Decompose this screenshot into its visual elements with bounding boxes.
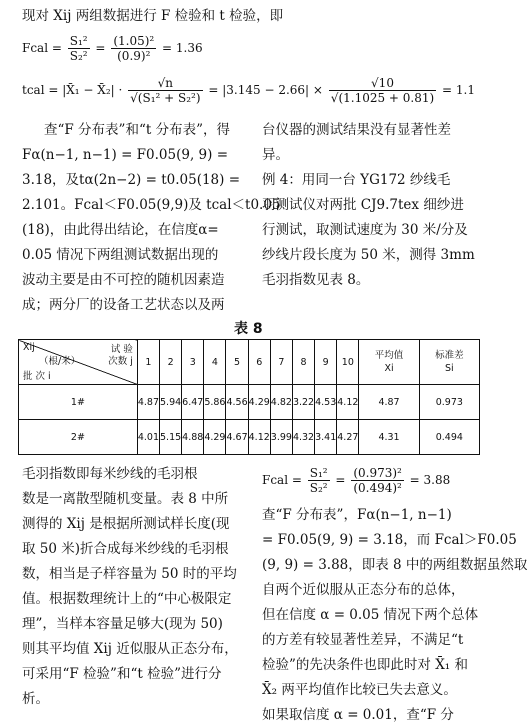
fcal2-fraction-s: $\frac{\text{S₁²}}{\text{S₂²}}$ bbox=[309, 466, 328, 495]
bottom-left-line-6: 理”，当样本容量足够大(现为 50) bbox=[22, 616, 223, 632]
table-cell: 3.41 bbox=[315, 420, 337, 455]
left-line-0: 查“F 分布表”和“t 分布表”，得 bbox=[44, 122, 230, 138]
bottom-left-line-8: 可采用“F 检验”和“t 检验”进行分 bbox=[22, 666, 222, 682]
fcal-formula-1: Fcal = $\frac{\text{S₁²}}{\text{S₂²}}$ = $\frac{\text{(1.05)²}}{\text{(0.9)²}}$ = 1.36 bbox=[22, 34, 203, 63]
col-header: 2 bbox=[160, 340, 182, 385]
data-table-8 bbox=[18, 339, 480, 455]
left-line-5: 0.05 情况下两组测试数据出现的 bbox=[22, 247, 219, 263]
col-header: 9 bbox=[315, 340, 337, 385]
bottom-left-line-1: 数是一离散型随机变量。表 8 中所 bbox=[22, 491, 229, 507]
table-cell: 5.86 bbox=[204, 385, 226, 420]
tcal-label: tcal = |X̄₁ − X̄₂| · bbox=[22, 83, 123, 97]
table-cell: 6.47 bbox=[182, 385, 204, 420]
tcal-mid: = |3.145 − 2.66| × bbox=[208, 83, 323, 97]
bottom-right-line-4: 但在信度 α = 0.05 情况下两个总体 bbox=[262, 607, 479, 623]
left-line-4: (18)，由此得出结论，在信度α= bbox=[22, 222, 219, 238]
table-cell: 4.67 bbox=[226, 420, 248, 455]
col-header: 8 bbox=[292, 340, 314, 385]
left-line-6: 波动主要是由不可控的随机因素造 bbox=[22, 272, 225, 288]
std-cell: 0.494 bbox=[419, 420, 479, 455]
fcal-formula-2: Fcal = $\frac{\text{S₁²}}{\text{S₂²}}$ = $\frac{\text{(0.973)²}}{\text{(0.494)²}}$ = 3.88 bbox=[262, 466, 451, 495]
right-line-6: 毛羽指数见表 8。 bbox=[262, 272, 370, 288]
bottom-left-line-3: 取 50 米)折合成每米纱线的毛羽根 bbox=[22, 541, 229, 557]
right-line-5: 纱线片段长度为 50 米，测得 3mm bbox=[262, 247, 475, 263]
fcal2-result: = 3.88 bbox=[409, 473, 451, 487]
col-header: 5 bbox=[226, 340, 248, 385]
bottom-right-line-5: 的方差有较显著性差异，不满足“t bbox=[262, 632, 464, 648]
right-line-3: 羽测试仪对两批 CJ9.7tex 细纱进 bbox=[262, 197, 464, 213]
table-cell: 4.01 bbox=[137, 420, 159, 455]
table-cell: 4.56 bbox=[226, 385, 248, 420]
bottom-left-line-5: 值。根据数理统计上的“中心极限定 bbox=[22, 591, 232, 607]
fcal2-label: Fcal = bbox=[262, 473, 302, 487]
col-header: 1 bbox=[137, 340, 159, 385]
col-header: 6 bbox=[248, 340, 270, 385]
bottom-right-line-8: 如果取信度 α = 0.01，查“F 分 bbox=[262, 707, 454, 723]
intro-line: 现对 Xij 两组数据进行 F 检验和 t 检验，即 bbox=[22, 8, 284, 24]
fcal-fraction-s: $\frac{\text{S₁²}}{\text{S₂²}}$ bbox=[69, 34, 88, 63]
table-cell: 3.22 bbox=[292, 385, 314, 420]
right-line-1: 异。 bbox=[262, 147, 289, 163]
fcal-result: = 1.36 bbox=[162, 41, 203, 55]
table-cell: 5.94 bbox=[160, 385, 182, 420]
fcal-fraction-values: $\frac{\text{(1.05)²}}{\text{(0.9)²}}$ bbox=[113, 34, 155, 63]
right-line-4: 行测试，取测试速度为 30 米/分及 bbox=[262, 222, 468, 238]
bottom-left-line-4: 数，相当是子样容量为 50 时的平均 bbox=[22, 566, 237, 582]
right-line-0: 台仪器的测试结果没有显著性差 bbox=[262, 122, 451, 138]
bottom-right-line-6: 检验”的先决条件也即此时对 X̄₁ 和 bbox=[262, 657, 469, 673]
bottom-right-line-1: = F0.05(9, 9) = 3.18，而 Fcal＞F0.05 bbox=[262, 532, 517, 548]
std-cell: 0.973 bbox=[419, 385, 479, 420]
table-cell: 3.99 bbox=[270, 420, 292, 455]
table-cell: 4.27 bbox=[337, 420, 359, 455]
table-row bbox=[19, 420, 480, 455]
bottom-left-line-2: 测得的 Xij 是根据所测试样长度(现 bbox=[22, 516, 230, 532]
batch-label: 1# bbox=[19, 385, 138, 420]
tcal-fraction-values: $\frac{√10}{√(1.1025 + 0.81)}$ bbox=[330, 76, 435, 105]
bottom-right-line-3: 自两个近似服从正态分布的总体， bbox=[262, 582, 465, 598]
table-cell: 4.12 bbox=[337, 385, 359, 420]
bottom-left-line-7: 则其平均值 Xij 近似服从正态分布， bbox=[22, 641, 238, 657]
table-cell: 4.88 bbox=[182, 420, 204, 455]
col-header: 4 bbox=[204, 340, 226, 385]
left-line-3: 2.101。Fcal＜F0.05(9,9)及 tcal＜t0.05 bbox=[22, 197, 281, 213]
bottom-left-line-9: 析。 bbox=[22, 691, 49, 707]
std-header: 标准差 Si bbox=[419, 340, 479, 385]
col-header: 3 bbox=[182, 340, 204, 385]
fcal-label: Fcal = bbox=[22, 41, 62, 55]
bottom-right-line-2: (9, 9) = 3.88，即表 8 中的两组数据虽然取 bbox=[262, 557, 527, 573]
col-header: 7 bbox=[270, 340, 292, 385]
table-cell: 4.29 bbox=[248, 385, 270, 420]
table-cell: 5.15 bbox=[160, 420, 182, 455]
batch-label: 2# bbox=[19, 420, 138, 455]
table-cell: 4.53 bbox=[315, 385, 337, 420]
bottom-left-line-0: 毛羽指数即每米纱线的毛羽根 bbox=[22, 466, 198, 482]
mean-header: 平均值 Xi bbox=[359, 340, 419, 385]
table-diagonal-header: Xij （根/米） 批 次 i 试 验 次数 j bbox=[19, 340, 138, 385]
table-cell: 4.87 bbox=[137, 385, 159, 420]
table-cell: 4.29 bbox=[204, 420, 226, 455]
bottom-right-line-0: 查“F 分布表”，Fα(n−1, n−1) bbox=[262, 507, 452, 523]
table-row bbox=[19, 385, 480, 420]
table-cell: 4.82 bbox=[270, 385, 292, 420]
mean-cell: 4.31 bbox=[359, 420, 419, 455]
left-line-2: 3.18，及tα(2n−2) = t0.05(18) = bbox=[22, 172, 241, 188]
tcal-fraction-symbolic: $\frac{√n}{\text{√(S₁² + S₂²)}}$ bbox=[130, 76, 201, 105]
col-header: 10 bbox=[337, 340, 359, 385]
left-line-7: 成；两分厂的设备工艺状态以及两 bbox=[22, 297, 225, 313]
tcal-formula bbox=[22, 76, 475, 105]
table-cell: 4.32 bbox=[292, 420, 314, 455]
right-line-2: 例 4：用同一台 YG172 纱线毛 bbox=[262, 172, 451, 188]
table-title: 表 8 bbox=[234, 321, 263, 337]
table-header-row bbox=[19, 340, 480, 385]
mean-cell: 4.87 bbox=[359, 385, 419, 420]
table-cell: 4.12 bbox=[248, 420, 270, 455]
tcal-result: = 1.1 bbox=[442, 83, 475, 97]
fcal2-fraction-values: $\frac{\text{(0.973)²}}{\text{(0.494)²}}$ bbox=[353, 466, 402, 495]
left-line-1: Fα(n−1, n−1) = F0.05(9, 9) = bbox=[22, 147, 229, 163]
bottom-right-line-7: X̄₂ 两平均值作比较已失去意义。 bbox=[262, 682, 457, 698]
